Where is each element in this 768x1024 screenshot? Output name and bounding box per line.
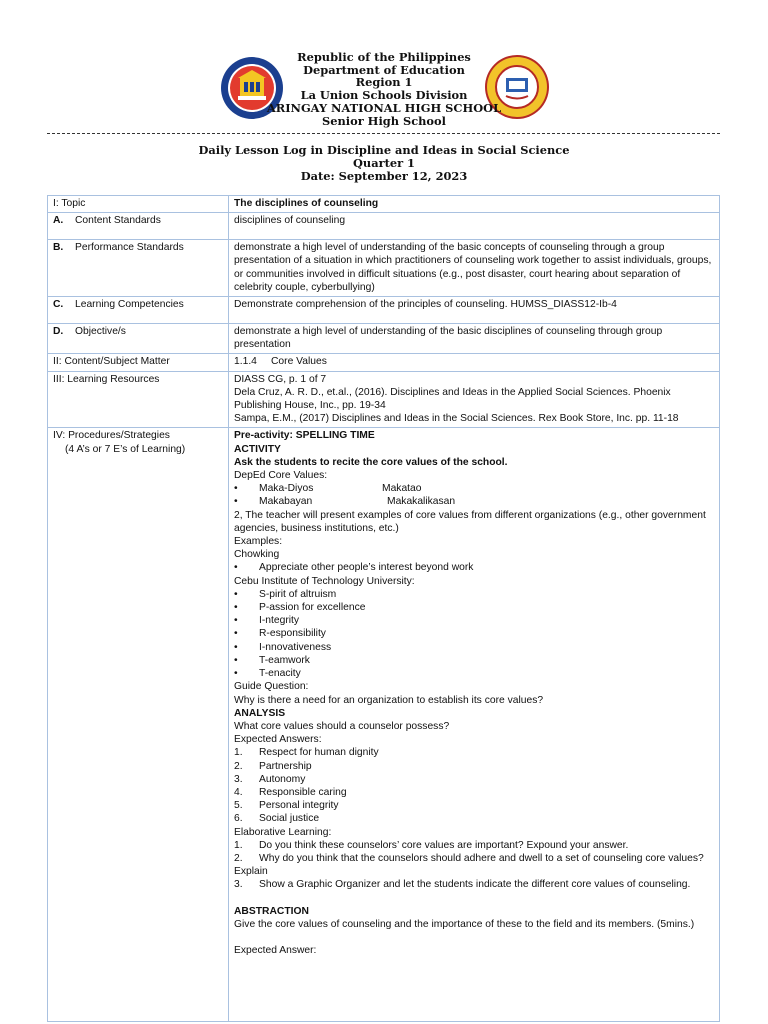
objectives-value: demonstrate a high level of understanding of the basic disciplines of counseling through group presentation [229, 324, 720, 354]
content-subject-number: 1.1.4 [234, 356, 257, 368]
header-line-region: Region 1 [355, 75, 413, 90]
bullet-icon: • [234, 588, 238, 600]
item-number: 4. [234, 786, 243, 798]
list-item [234, 561, 714, 574]
item-text: Personal integrity [259, 800, 339, 812]
list-item [234, 746, 714, 759]
procedures-label [48, 428, 229, 1022]
elaborative-learning-label: Elaborative Learning: [234, 826, 332, 838]
analysis-question: What core values should a counselor possess? [234, 720, 450, 732]
header-divider [47, 133, 720, 134]
bullet-icon: • [234, 562, 238, 574]
content-subject-text: Core Values [271, 356, 327, 368]
resource-item: Sampa, E.M., (2017) Disciplines and Ideas in the Social Sciences. Rex Book Store, Inc. pp. 11-18 [234, 413, 679, 425]
expected-answer-label: Expected Answer: [234, 944, 317, 956]
teacher-present-text: 2, The teacher will present examples of core values from different organizations (e.g., other government agencies, business institutions, etc.) [234, 509, 706, 534]
learning-resources-value [229, 371, 720, 428]
chowking-label: Chowking [234, 549, 280, 561]
core-value: Maka-Diyos [259, 483, 314, 495]
header-line-republic: Republic of the Philippines [297, 50, 471, 64]
objectives-text: Objective/s [75, 326, 126, 338]
list-item [234, 641, 714, 654]
learning-resources-label: III: Learning Resources [48, 371, 229, 428]
abstraction-heading: ABSTRACTION [234, 905, 309, 917]
header-text [0, 51, 768, 127]
learning-competencies-value: Demonstrate comprehension of the principles of counseling. HUMSS_DIASS12-Ib-4 [229, 297, 720, 324]
bullet-icon: • [234, 483, 238, 495]
bullet-icon: • [234, 628, 238, 640]
content-standards-text: Content Standards [75, 215, 161, 227]
lesson-log-table [47, 195, 720, 1022]
item-number: 2. [234, 760, 243, 772]
header-line-department: Department of Education [303, 62, 465, 77]
analysis-heading: ANALYSIS [234, 707, 286, 719]
item-number: 3. [234, 773, 243, 785]
list-item [234, 601, 714, 614]
procedures-value [229, 428, 720, 1022]
objectives-letter: D. [53, 326, 64, 338]
content-standards-value: disciplines of counseling [229, 213, 720, 240]
bullet-icon: • [234, 615, 238, 627]
content-subject-label: II: Content/Subject Matter [48, 354, 229, 371]
quarter-line: Quarter 1 [353, 156, 415, 170]
guide-question-label: Guide Question: [234, 681, 309, 693]
list-item [234, 667, 714, 680]
row-content-subject [48, 354, 720, 371]
bullet-icon: • [234, 668, 238, 680]
item-number: 2. [234, 852, 243, 864]
performance-standards-label [48, 240, 229, 297]
core-value: Makakalikasan [387, 496, 456, 508]
spacer [234, 892, 714, 905]
list-item [234, 852, 714, 878]
item-number: 1. [234, 747, 243, 759]
content-standards-label [48, 213, 229, 240]
list-item [234, 812, 714, 825]
document-title [0, 144, 768, 183]
item-text: Show a Graphic Organizer and let the students indicate the different core values of counseling. [259, 879, 691, 891]
row-topic [48, 196, 720, 213]
title-line: Daily Lesson Log in Discipline and Ideas in Social Science [198, 143, 570, 157]
document-header [0, 0, 768, 135]
bullet-icon: • [234, 496, 238, 508]
header-line-division: La Union Schools Division [300, 88, 468, 103]
performance-standards-text: Performance Standards [75, 242, 184, 254]
examples-label: Examples: [234, 536, 283, 548]
spacer [234, 931, 714, 944]
objectives-label [48, 324, 229, 354]
deped-core-values-heading: DepEd Core Values: [234, 470, 328, 482]
row-objectives [48, 324, 720, 354]
performance-standards-value: demonstrate a high level of understanding of the basic concepts of counseling through a group presentation of a situation in which practitioners of counseling work together to assist individuals, groups, or communities involved in difficult situations (e.g., post disaster, court hearing about separation of celebrity couple, cyberbullying) [229, 240, 720, 297]
header-line-school: ARINGAY NATIONAL HIGH SCHOOL [266, 100, 502, 115]
abstraction-text: Give the core values of counseling and the importance of these to the field and its members. (5mins.) [234, 918, 695, 930]
item-number: 3. [234, 879, 243, 891]
cebu-value: I-nnovativeness [259, 641, 332, 653]
bullet-icon: • [234, 602, 238, 614]
cebu-value: T-eamwork [259, 654, 310, 666]
list-item [234, 760, 714, 773]
list-item [234, 627, 714, 640]
item-text: Do you think these counselors’ core values are important? Expound your answer. [259, 839, 629, 851]
row-learning-resources [48, 371, 720, 428]
item-text: Responsible caring [259, 786, 347, 798]
bullet-icon: • [234, 641, 238, 653]
list-item [234, 786, 714, 799]
learning-competencies-text: Learning Competencies [75, 299, 184, 311]
deped-core-values-row [234, 495, 714, 508]
content-subject-value [229, 354, 720, 371]
cebu-label: Cebu Institute of Technology University: [234, 575, 415, 587]
list-item [234, 839, 714, 852]
item-text: Respect for human dignity [259, 747, 379, 759]
learning-competencies-letter: C. [53, 299, 64, 311]
item-number: 5. [234, 800, 243, 812]
row-learning-competencies [48, 297, 720, 324]
list-item [234, 654, 714, 667]
item-number: 6. [234, 813, 243, 825]
performance-standards-letter: B. [53, 242, 64, 254]
date-line: Date: September 12, 2023 [300, 169, 468, 183]
content-standards-letter: A. [53, 215, 64, 227]
bullet-icon: • [234, 654, 238, 666]
topic-value: The disciplines of counseling [229, 196, 720, 213]
header-line-senior-high: Senior High School [322, 113, 446, 128]
topic-label: I: Topic [48, 196, 229, 213]
chowking-value: Appreciate other people’s interest beyond work [259, 562, 474, 574]
resource-item: Dela Cruz, A. R. D., et.al., (2016). Disciplines and Ideas in the Applied Social Sciences. Phoenix Publishing House, Inc., pp. 19-34 [234, 386, 671, 412]
cebu-value: I-ntegrity [259, 615, 300, 627]
guide-question-text: Why is there a need for an organization to establish its core values? [234, 694, 544, 706]
item-number: 1. [234, 839, 243, 851]
list-item [234, 773, 714, 786]
deped-core-values-row [234, 482, 714, 495]
list-item [234, 614, 714, 627]
preactivity-heading: Pre-activity: SPELLING TIME [234, 430, 375, 442]
item-text: Social justice [259, 813, 320, 825]
core-value: Makabayan [259, 496, 313, 508]
expected-answers-label: Expected Answers: [234, 734, 322, 746]
activity-heading: ACTIVITY [234, 443, 281, 455]
procedures-label-text: IV: Procedures/Strategies [53, 430, 170, 442]
resource-item: DIASS CG, p. 1 of 7 [234, 373, 327, 385]
cebu-value: T-enacity [259, 668, 301, 680]
item-text: Why do you think that the counselors should adhere and dwell to a set of counseling core values? Explain [234, 852, 704, 878]
activity-instruction: Ask the students to recite the core values of the school. [234, 456, 508, 468]
cebu-value: P-assion for excellence [259, 602, 366, 614]
list-item [234, 799, 714, 812]
procedures-sublabel: (4 A’s or 7 E’s of Learning) [65, 443, 186, 455]
cebu-value: R-esponsibility [259, 628, 326, 640]
row-performance-standards [48, 240, 720, 297]
learning-competencies-label [48, 297, 229, 324]
cebu-value: S-pirit of altruism [259, 588, 337, 600]
core-value: Makatao [382, 483, 422, 495]
list-item [234, 878, 714, 891]
row-procedures [48, 428, 720, 1022]
list-item [234, 588, 714, 601]
item-text: Partnership [259, 760, 312, 772]
item-text: Autonomy [259, 773, 306, 785]
row-content-standards [48, 213, 720, 240]
